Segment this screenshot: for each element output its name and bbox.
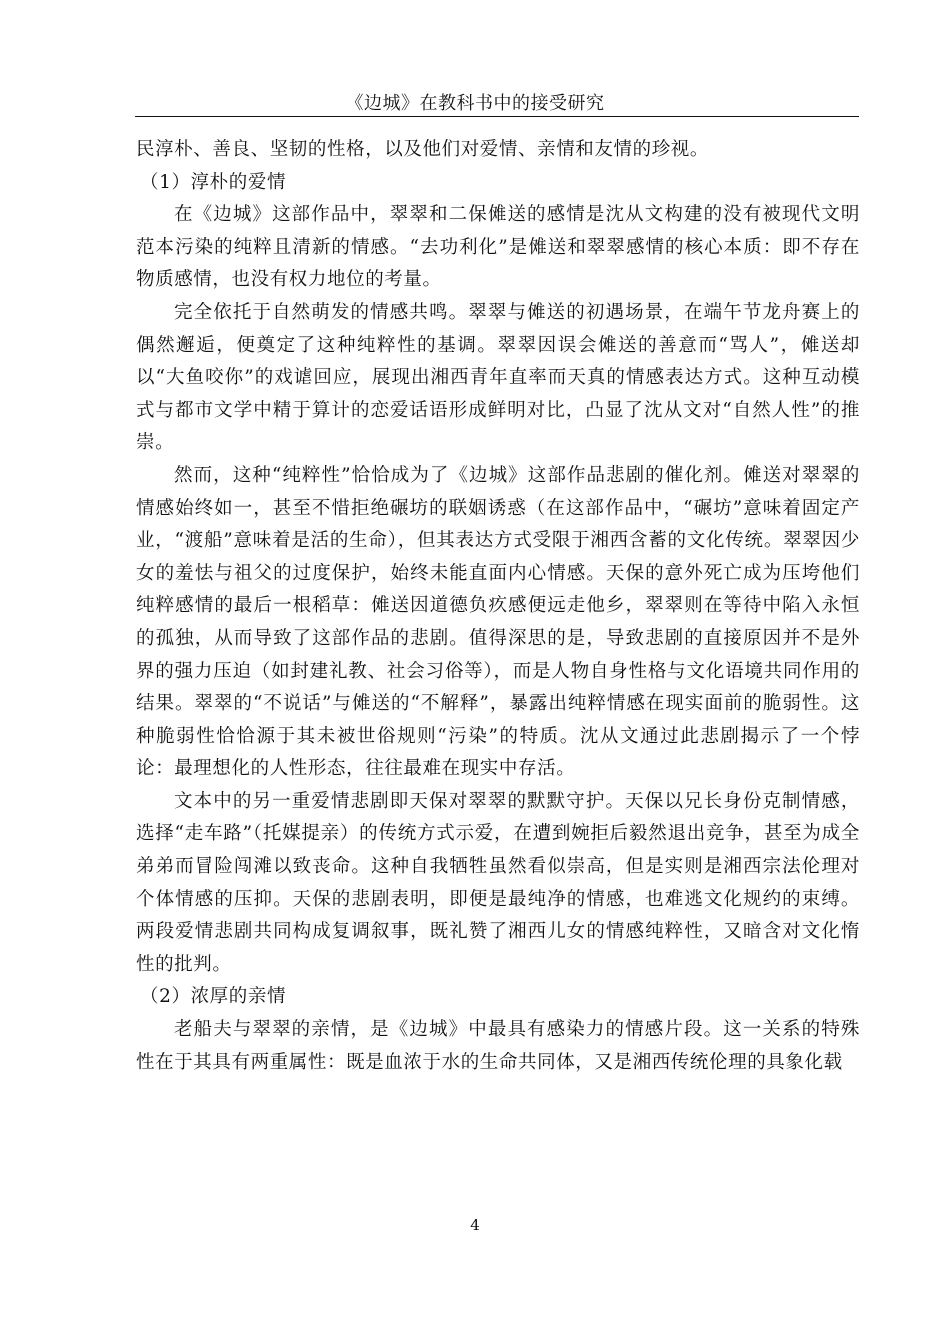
paragraph: 完全依托于自然萌发的情感共鸣。翠翠与傩送的初遇场景，在端午节龙舟赛上的偶然邂逅，便奠定了这种纯粹性的基调。翠翠因误会傩送的善意而“骂人”，傩送却以“大鱼咬你”的戏谑回应，展现出湘西青年直率而天真的情感表达方式。这种互动模式与都市文学中精于算计的恋爱话语形成鲜明对比，凸显了沈从文对“自然人性”的推崇。: [136, 301, 860, 454]
running-header: 《边城》在教科书中的接受研究: [345, 93, 605, 114]
page-number: 4: [470, 1216, 480, 1234]
paragraph: 然而，这种“纯粹性”恰恰成为了《边城》这部作品悲剧的催化剂。傩送对翠翠的情感始终如一，甚至不惜拒绝碾坊的联姻诱惑（在这部作品中，“碾坊”意味着固定产业，“渡船”意味着是活的生命），但其表达方式受限于湘西含蓄的文化传统。翠翠因少女的羞怯与祖父的过度保护，始终未能直面内心情感。天保的意外死亡成为压垮他们纯粹感情的最后一根稻草：傩送因道德负疚感便远走他乡，翠翠则在等待中陷入永恒的孤独，从而导致了这部作品的悲剧。值得深思的是，导致悲剧的直接原因并不是外界的强力压迫（如封建礼教、社会习俗等），而是人物自身性格与文化语境共同作用的结果。翠翠的“不说话”与傩送的“不解释”，暴露出纯粹情感在现实面前的脆弱性。这种脆弱性恰恰源于其未被世俗规则“污染”的特质。沈从文通过此悲剧揭示了一个悖论：最理想化的人性形态，往往最难在现实中存活。: [136, 464, 860, 780]
subheading-love: （1）淳朴的爱情: [140, 171, 287, 193]
subheading-family: （2）浓厚的亲情: [140, 986, 287, 1008]
paragraph: 文本中的另一重爱情悲剧即天保对翠翠的默默守护。天保以兄长身份克制情感，选择“走车路”（托媒提亲）的传统方式示爱，在遭到婉拒后毅然退出竞争，甚至为成全弟弟而冒险闯滩以致丧命。这种自我牺牲虽然看似崇高，但是实则是湘西宗法伦理对个体情感的压抑。天保的悲剧表明，即便是最纯净的情感，也难逃文化规约的束缚。两段爱情悲剧共同构成复调叙事，既礼赞了湘西儿女的情感纯粹性，又暗含对文化惰性的批判。: [136, 790, 860, 975]
header-divider: [135, 116, 859, 117]
paragraph: 在《边城》这部作品中，翠翠和二保傩送的感情是沈从文构建的没有被现代文明范本污染的纯粹且清新的情感。“去功利化”是傩送和翠翠感情的核心本质：即不存在物质感情，也没有权力地位的考量。: [136, 204, 860, 291]
paragraph-continued: 民淳朴、善良、坚韧的性格，以及他们对爱情、亲情和友情的珍视。: [136, 139, 710, 160]
body-text: [136, 134, 860, 1079]
paragraph: 老船夫与翠翠的亲情，是《边城》中最具有感染力的情感片段。这一关系的特殊性在于其具有两重属性：既是血浓于水的生命共同体，又是湘西传统伦理的具象化载: [136, 1019, 860, 1073]
